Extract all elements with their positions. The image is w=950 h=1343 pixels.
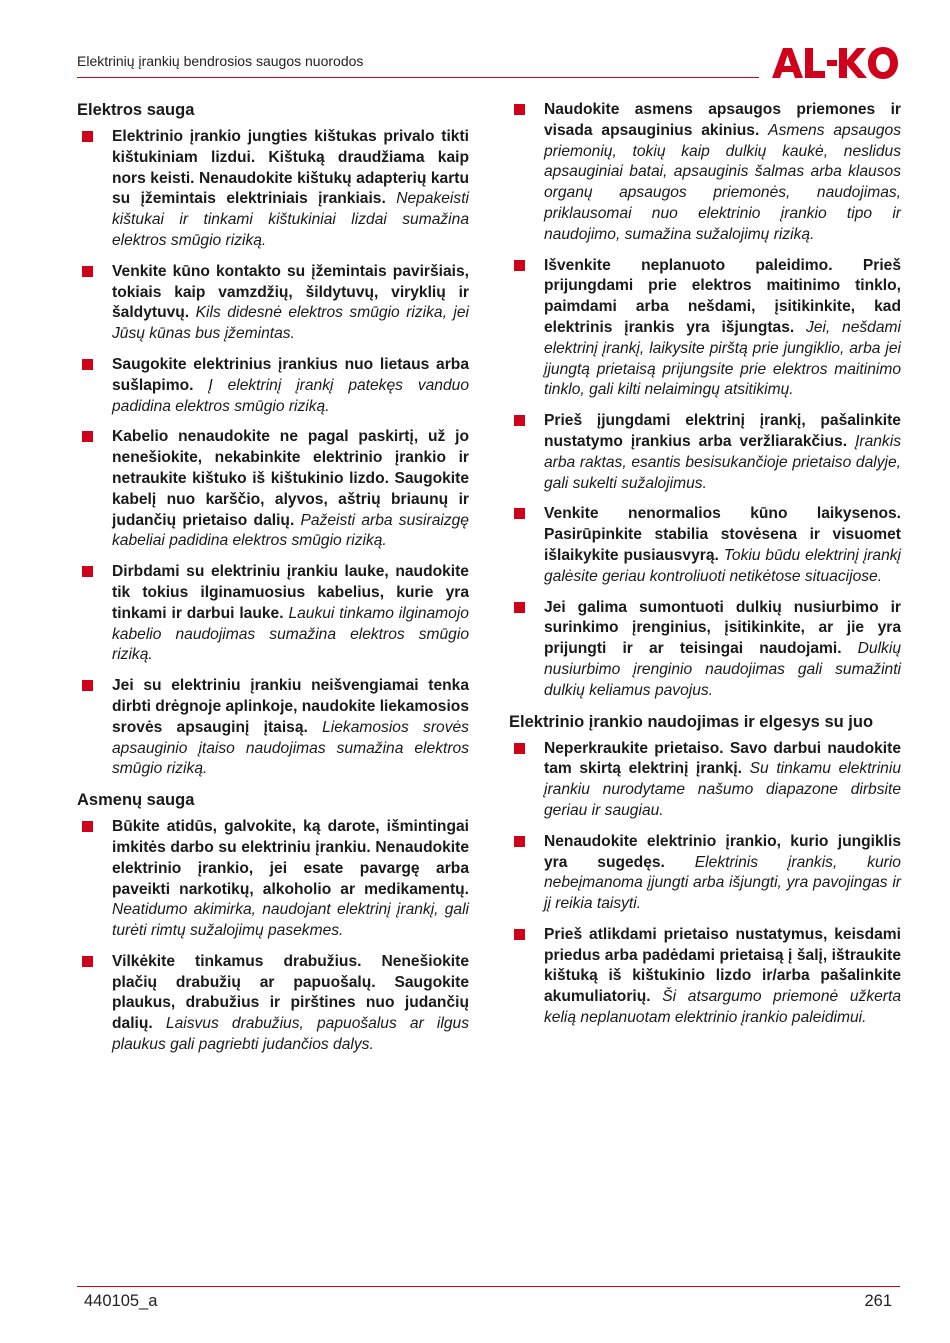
list-item <box>77 676 469 780</box>
item-instruction: Venkite kūno kontakto su įžemintais paviršiais, tokiais kaip vamzdžių, šildytuvų, viryklių ir šaldytuvų. <box>112 262 469 322</box>
bullet-square-icon <box>82 131 93 142</box>
bullet-square-icon <box>514 602 525 613</box>
bullet-square-icon <box>514 743 525 754</box>
header-divider <box>77 77 759 78</box>
list-item <box>509 504 901 587</box>
item-explanation: Kils didesnė elektros smūgio rizika, jei Jūsų kūnas bus įžemintas. <box>112 304 469 343</box>
item-explanation: Neatidumo akimirka, naudojant elektrinį įrankį, gali turėti rimtų sužalojimų pasekmes. <box>112 901 469 940</box>
list-item <box>509 100 901 246</box>
bullet-square-icon <box>514 836 525 847</box>
bullet-square-icon <box>514 415 525 426</box>
item-explanation: Nepakeisti kištukai ir tinkami kištukiniai lizdai sumažina elektros smūgio riziką. <box>112 190 469 249</box>
alko-logo <box>770 44 900 82</box>
tool-use-list <box>509 739 901 1029</box>
list-item <box>77 127 469 252</box>
list-item <box>77 427 469 552</box>
item-explanation: Ši atsargumo priemonė užkerta kelią neplanuotam elektrinio įrankio paleidimui. <box>544 988 901 1027</box>
page-number: 261 <box>864 1292 892 1310</box>
item-instruction: Išvenkite neplanuoto paleidimo. Prieš prijungdami prie elektros maitinimo tinklo, paimdami arba nešdami, įsitikinkite, kad elektrinis įrankis yra išjungtas. <box>544 256 901 336</box>
item-instruction: Vilkėkite tinkamus drabužius. Nenešiokite plačių drabužių ar papuošalų. Saugokite plaukus, drabužius ir pirštines nuo judančių dalių. <box>112 952 469 1033</box>
personal-safety-list <box>77 817 469 1056</box>
list-item <box>77 952 469 1056</box>
bullet-square-icon <box>82 431 93 442</box>
bullet-square-icon <box>82 956 93 967</box>
item-instruction: Prieš įjungdami elektrinį įrankį, pašalinkite nustatymo įrankius arba veržliarakčius. <box>544 412 901 450</box>
item-explanation: Laukui tinkamo ilginamojo kabelio naudojimas sumažina elektros smūgio riziką. <box>112 604 469 664</box>
item-explanation: Pažeisti arba susiraizgę kabeliai padidina elektros smūgio riziką. <box>112 511 469 550</box>
bullet-square-icon <box>82 266 93 277</box>
item-instruction: Prieš atlikdami prietaiso nustatymus, keisdami priedus arba padėdami prietaisą į šalį, ištraukite kištuką iš kištukinio lizdo ir/arba pašalinkite akumuliatorių. <box>544 925 901 1006</box>
section-heading-personal-safety: Asmenų sauga <box>77 791 195 810</box>
list-item <box>509 832 901 915</box>
right-column <box>509 100 901 1039</box>
list-item <box>509 739 901 822</box>
item-explanation: Į elektrinį įrankį patekęs vanduo padidina elektros smūgio riziką. <box>112 376 469 415</box>
electrical-safety-list <box>77 127 469 780</box>
bullet-square-icon <box>82 821 93 832</box>
left-column <box>77 100 469 1066</box>
footer-divider <box>77 1286 900 1287</box>
item-explanation: Laisvus drabužius, papuošalus ar ilgus plaukus gali pagriebti judančios dalys. <box>112 1015 469 1054</box>
item-instruction: Naudokite asmens apsaugos priemones ir visada apsauginius akinius. <box>544 101 901 139</box>
bullet-square-icon <box>514 929 525 940</box>
item-instruction: Dirbdami su elektriniu įrankiu lauke, naudokite tik tokius ilginamuosius kabelius, kurie yra tinkami ir darbui lauke. <box>112 563 469 622</box>
bullet-square-icon <box>514 508 525 519</box>
item-instruction: Nenaudokite elektrinio įrankio, kurio jungiklis yra sugedęs. <box>544 832 901 871</box>
bullet-square-icon <box>514 260 525 271</box>
bullet-square-icon <box>514 104 525 115</box>
item-instruction: Jei galima sumontuoti dulkių nusiurbimo ir surinkimo įrenginius, įsitikinkite, ar jie yra prijungti ir ar teisingai naudojami. <box>544 598 901 658</box>
section-heading-electrical-safety: Elektros sauga <box>77 101 195 119</box>
document-code: 440105_a <box>84 1292 158 1310</box>
list-item <box>77 355 469 417</box>
item-instruction: Jei su elektriniu įrankiu neišvengiamai tenka dirbti drėgnoje aplinkoje, naudokite liekamosios srovės apsauginį įtaisą. <box>112 677 469 736</box>
list-item <box>77 262 469 345</box>
item-explanation: Elektrinis įrankis, kurio nebeįmanoma įjungti arba išjungti, yra pavojingas ir jį reikia taisyti. <box>544 853 901 913</box>
item-explanation: Jei, nešdami elektrinį įrankį, laikysite pirštą prie jungiklio, arba jei įjungtą prietaisą prijungsite prie elektros maitinimo tinklo, gali kilti nelaimingų atsitikimų. <box>544 318 901 399</box>
list-item <box>509 411 901 494</box>
bullet-square-icon <box>82 680 93 691</box>
item-explanation: Su tinkamu elektriniu įrankiu nurodytame našumo diapazone dirbsite geriau ir saugiau. <box>544 760 901 819</box>
item-explanation: Liekamosios srovės apsauginio įtaiso naudojimas sumažina elektros smūgio riziką. <box>112 718 469 778</box>
item-explanation: Asmens apsaugos priemonių, tokių kaip dulkių kaukė, neslidus apsauginiai batai, apsauginis šalmas arba klausos organų apsaugos priemonės, naudojimas, priklausomai nuo elektrinio įrankio tipo ir naudojimo, sumažina sužalojimų riziką. <box>544 121 901 243</box>
bullet-square-icon <box>82 359 93 370</box>
item-explanation: Įrankis arba raktas, esantis besisukančioje prietaiso dalyje, gali sukelti sužalojimus. <box>544 432 901 492</box>
item-instruction: Elektrinio įrankio jungties kištukas privalo tikti kištukiniam lizdui. Kištuką draudžiama kaip nors keisti. Nenaudokite kištukų adapterių kartu su įžemintais elektriniais įrankiais. <box>112 128 469 208</box>
alko-logo-mark <box>772 47 898 79</box>
item-instruction: Saugokite elektrinius įrankius nuo lietaus arba sušlapimo. <box>112 355 469 394</box>
item-instruction: Venkite nenormalios kūno laikysenos. Pasirūpinkite stabilia stovėsena ir visuomet išlaikykite pusiausvyrą. <box>544 505 901 564</box>
item-instruction: Kabelio nenaudokite ne pagal paskirtį, už jo nenešiokite, nekabinkite elektrinio įrankio ir netraukite kištuko iš kištukinio lizdo. Saugokite kabelį nuo karščio, alyvos, aštrių briaunų ir judančių prietaiso dalių. <box>112 428 469 529</box>
item-instruction: Neperkraukite prietaiso. Savo darbui naudokite tam skirtą elektrinį įrankį. <box>544 739 901 778</box>
list-item <box>509 256 901 402</box>
section-heading-tool-use: Elektrinio įrankio naudojimas ir elgesys su juo <box>509 712 874 731</box>
item-instruction: Būkite atidūs, galvokite, ką darote, išmintingai imkitės darbo su elektriniu įrankiu. Nenaudokite elektrinio įrankio, jei esate pavargę arba paveikti narkotikų, alkoholio ar medikamentų. <box>112 818 469 898</box>
item-explanation: Dulkių nusiurbimo įrenginio naudojimas gali sumažinti dulkių keliamus pavojus. <box>544 640 901 699</box>
item-explanation: Tokiu būdu elektrinį įrankį galėsite geriau kontroliuoti netikėtose situacijose. <box>544 546 901 585</box>
header-title: Elektrinių įrankių bendrosios saugos nuorodos <box>77 53 364 69</box>
personal-safety-list-continued <box>509 100 901 702</box>
bullet-square-icon <box>82 566 93 577</box>
list-item <box>77 562 469 666</box>
list-item <box>509 598 901 702</box>
list-item <box>77 817 469 942</box>
list-item <box>509 925 901 1029</box>
